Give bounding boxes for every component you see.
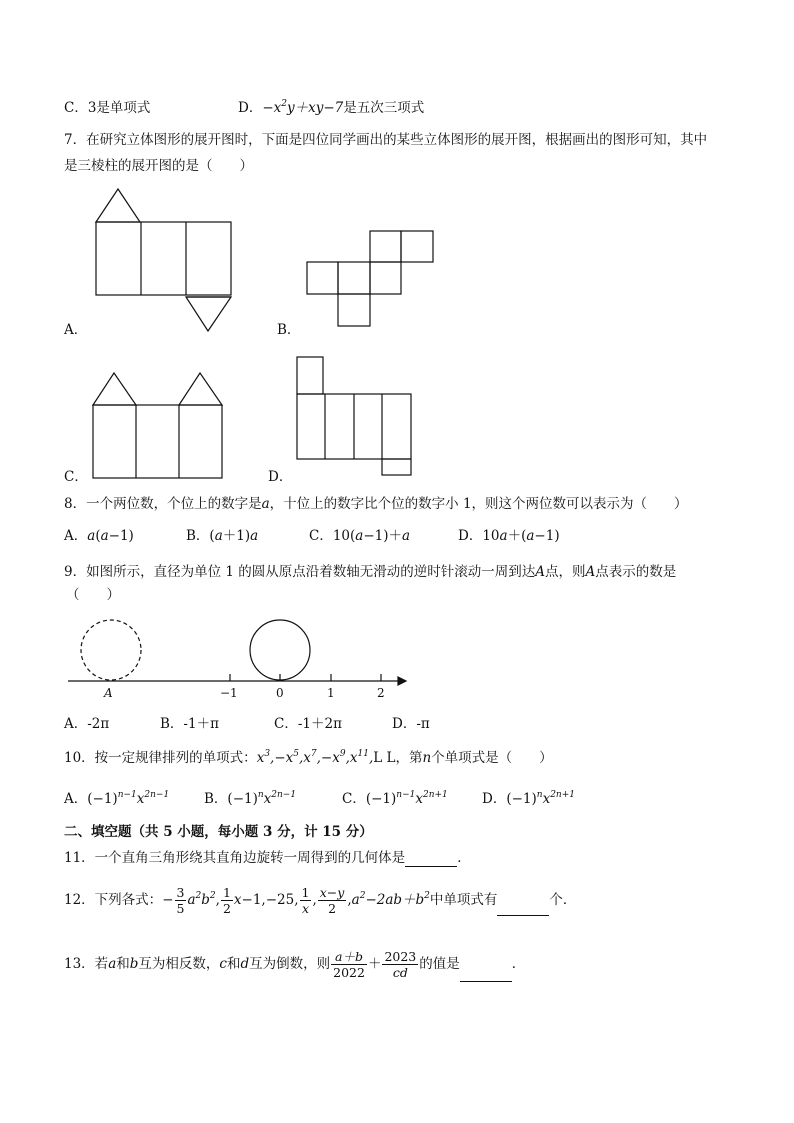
q10-option-c: C．$(-1)^{n-1}x^{2n+1}$ <box>342 790 448 807</box>
q8-option-d: D．10a＋(a−1) <box>458 528 560 544</box>
axis-label-0: 0 <box>276 686 284 700</box>
q10-stem: 10．按一定规律排列的单项式：$x^3,-x^5,x^7,-x^9,x^{11},L$ L，第n个单项式是（ ） <box>64 749 553 766</box>
q9-option-a: A．-2π <box>64 716 110 732</box>
q9-stem-line2: （ ） <box>66 587 120 603</box>
q9-option-d: D．-π <box>392 716 430 732</box>
q7-figure-c <box>93 373 222 478</box>
axis-label-neg1: −1 <box>220 686 238 700</box>
answer-blank[interactable] <box>460 967 512 982</box>
axis-arrow-icon <box>398 677 406 685</box>
q13-stem: 13．若a和b互为相反数，c和d互为倒数，则 $\frac{a+b}{2022}$ ＋ $\frac{2023}{cd}$ 的值是 ． <box>64 949 526 980</box>
q8-stem: 8．一个两位数，个位上的数字是a，十位上的数字比个位的数字小 1，则这个两位数可以表示为（ ） <box>64 496 688 512</box>
axis-label-2: 2 <box>377 686 385 700</box>
q8-option-a: A．a(a−1) <box>64 528 134 544</box>
dashed-circle <box>81 620 141 680</box>
q10-option-d: D．$(-1)^nx^{2n+1}$ <box>482 790 575 807</box>
q12-stem: 12．下列各式：− $\frac{3}{5}$ $a^2b^2$, $\frac{1}{2}$ x−1,−25, $\frac{1}{x}$ , $\frac{x-y}{2}$ $,a^2-2ab+b^2$中单项式有 个． <box>64 885 577 916</box>
q7-stem-line1: 7．在研究立体图形的展开图时，下面是四位同学画出的某些立体图形的展开图，根据画出的图形可知，其中 <box>64 132 708 148</box>
q10-option-b: B．$(-1)^nx^{2n-1}$ <box>204 790 297 807</box>
q6-option-c: C．3是单项式 <box>64 100 151 116</box>
axis-label-a: A <box>104 686 113 700</box>
q10-option-a: A．$(-1)^{n-1}x^{2n-1}$ <box>64 790 170 807</box>
solid-circle <box>250 620 310 680</box>
q8-option-c: C．10(a−1)＋a <box>309 528 411 544</box>
q9-option-c: C．-1＋2π <box>274 716 342 732</box>
q7-label-c: C． <box>64 469 88 485</box>
section-heading-fill-in: 二、填空题（共 5 小题，每小题 3 分，计 15 分） <box>64 824 373 840</box>
axis-label-1: 1 <box>327 686 335 700</box>
q9-option-b: B．-1＋π <box>160 716 219 732</box>
q9-number-line <box>68 620 398 681</box>
q7-label-d: D． <box>268 469 293 485</box>
q7-figure-b <box>307 231 433 326</box>
q7-label-a: A． <box>64 322 88 338</box>
q7-stem-line2: 是三棱柱的展开图的是（ ） <box>64 158 253 174</box>
answer-blank[interactable] <box>405 852 457 867</box>
q7-label-b: B． <box>277 322 301 338</box>
q7-figure-a <box>96 189 231 331</box>
answer-blank[interactable] <box>497 901 549 916</box>
q9-stem-line1: 9．如图所示，直径为单位 1 的圆从原点沿着数轴无滑动的逆时针滚动一周到达A点，则A点表示的数是 <box>64 564 677 580</box>
q6-option-d: D．$-x^2y+xy-7$是五次三项式 <box>238 99 425 116</box>
q7-figure-d <box>297 357 411 475</box>
q11-stem: 11．一个直角三角形绕其直角边旋转一周得到的几何体是 ． <box>64 850 471 866</box>
q8-option-b: B．(a＋1)a <box>186 528 259 544</box>
